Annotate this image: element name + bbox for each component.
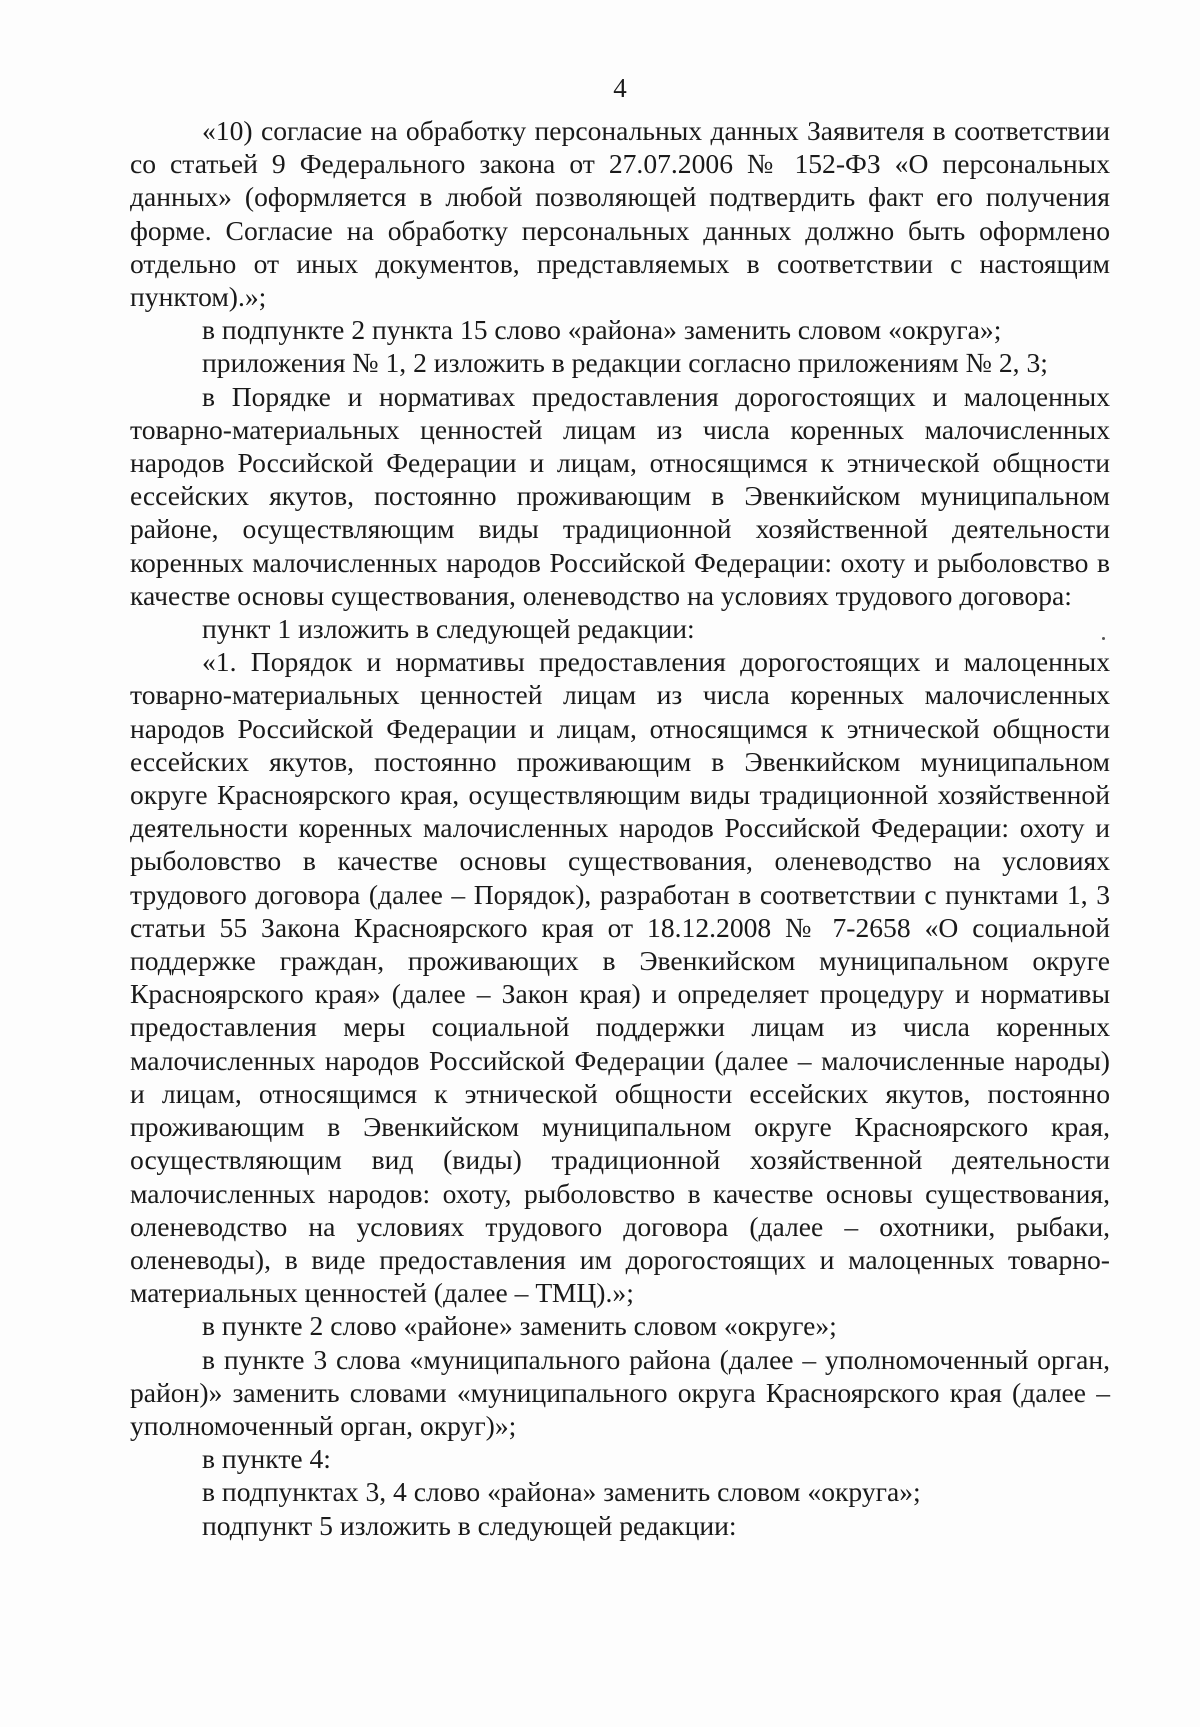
paragraph-subpoint-5: подпункт 5 изложить в следующей редакции: [202, 1509, 737, 1541]
paragraph-point-4: в пункте 4: [202, 1443, 331, 1475]
page-number: 4 [613, 73, 627, 103]
paragraph-procedure-title: в Порядке и нормативах предоставления дорогостоящих и малоценных товарно-материальных ценностей лицам из числа коренных малочисленных народов Российской Федерации и лицам, относящимся к этнической общности ессейских якутов, постоянно проживающим в Эвенкийском муниципальном районе, осуществляющим виды традиционной хозяйственной деятельности коренных малочисленных народов Российской Федерации: охоту и рыболовство в качестве основы существования, оленеводство на условиях трудового договора: [130, 380, 1110, 611]
paragraph-subpoints-3-4: в подпунктах 3, 4 слово «района» заменить словом «округа»; [202, 1476, 921, 1508]
paragraph-point-2: в пункте 2 слово «районе» заменить словом «округе»; [202, 1310, 837, 1342]
document-body [130, 114, 1110, 1542]
paragraph-consent-item: «10) согласие на обработку персональных данных Заявителя в соответствии со статьей 9 Федерального закона от 27.07.2006 № 152-ФЗ «О персональных данных» (оформляется в любой позволяющей подтвердить факт его получения форме. Согласие на обработку персональных данных должно быть оформлено отдельно от иных документов, представляемых в соответствии с настоящим пунктом).»; [130, 115, 1110, 313]
paragraph-point-3: в пункте 3 слова «муниципального района (далее – уполномоченный орган, район)» заменить словами «муниципального округа Красноярского края (далее – уполномоченный орган, округ)»; [130, 1343, 1110, 1441]
paragraph-point-1-intro: пункт 1 изложить в следующей редакции: [202, 613, 695, 645]
paragraph-appendices: приложения № 1, 2 изложить в редакции согласно приложениям № 2, 3; [202, 347, 1048, 379]
paragraph-point-1-text: «1. Порядок и нормативы предоставления дорогостоящих и малоценных товарно-материальных ценностей лицам из числа коренных малочисленных народов Российской Федерации и лицам, относящимся к этнической общности ессейских якутов, постоянно проживающим в Эвенкийском муниципальном округе Красноярского края, осуществляющим виды традиционной хозяйственной деятельности коренных малочисленных народов Российской Федерации: охоту и рыболовство в качестве основы существования, оленеводство на условиях трудового договора (далее – Порядок), разработан в соответствии с пунктами 1, 3 статьи 55 Закона Красноярского края от 18.12.2008 № 7-2658 «О социальной поддержке граждан, проживающих в Эвенкийском муниципальном округе Красноярского края» (далее – Закон края) и определяет процедуру и нормативы предоставления меры социальной поддержки лицам из числа коренных малочисленных народов Российской Федерации (далее – малочисленные народы) и лицам, относящимся к этнической общности ессейских якутов, постоянно проживающим в Эвенкийском муниципальном округе Красноярского края, осуществляющим вид (виды) традиционной хозяйственной деятельности малочисленных народов: охоту, рыболовство в качестве основы существования, оленеводство на условиях трудового договора (далее – охотники, рыбаки, оленеводы), в виде предоставления им дорогостоящих и малоценных товарно-материальных ценностей (далее – ТМЦ).»; [130, 646, 1110, 1309]
paragraph-subpoint-2: в подпункте 2 пункта 15 слово «района» заменить словом «округа»; [202, 314, 1002, 346]
scan-speck [1102, 637, 1105, 640]
